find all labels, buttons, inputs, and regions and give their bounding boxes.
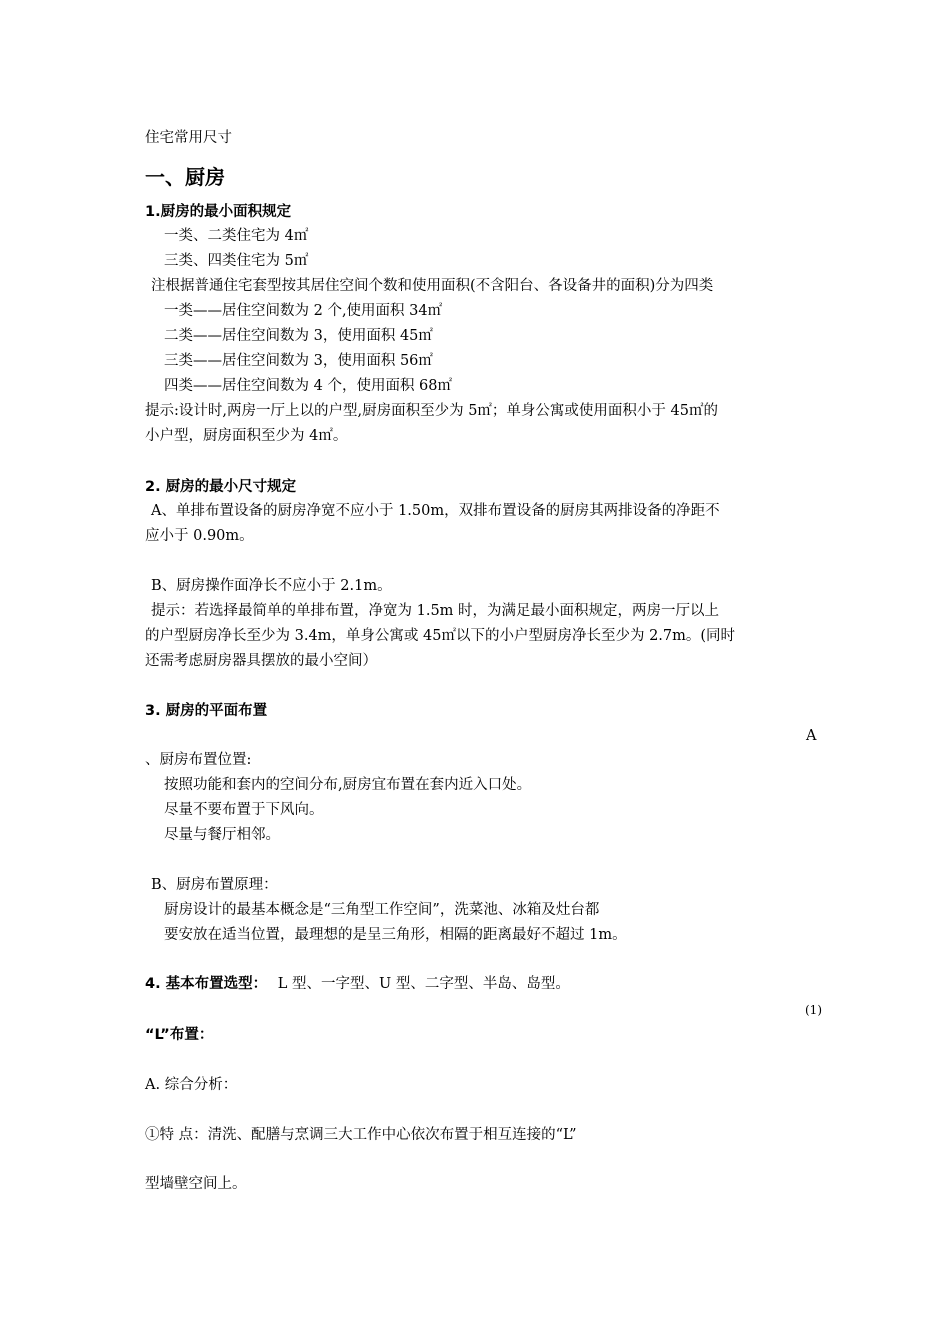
text-line: 尽量与餐厅相邻。 [164, 827, 280, 843]
layout-types-line [145, 974, 570, 994]
tip-line: 提示：若选择最简单的单排布置，净宽为 1.5m 时，为满足最小面积规定，两房一厅以上 [151, 603, 720, 619]
category-line: 四类——居住空间数为 4 个，使用面积 68㎡ [164, 378, 453, 394]
category-line: 一类——居住空间数为 2 个,使用面积 34㎡ [164, 303, 443, 319]
tip-line: 还需考虑厨房器具摆放的最小空间） [145, 653, 377, 669]
text-line: 尽量不要布置于下风向。 [164, 802, 324, 818]
tip-line: 提示:设计时,两房一厅上以的户型,厨房面积至少为 5㎡；单身公寓或使用面积小于 45㎡的 [145, 403, 718, 419]
text-line: 一类、二类住宅为 4㎡ [164, 228, 309, 244]
note-line: 注根据普通住宅套型按其居住空间个数和使用面积(不含阳台、各设备井的面积)分为四类 [151, 278, 714, 294]
category-line: 二类——居住空间数为 3，使用面积 45㎡ [164, 328, 433, 344]
text-line: 型墙壁空间上。 [145, 1176, 247, 1192]
text-line: A. 综合分析： [145, 1077, 238, 1093]
text-line: B、厨房操作面净长不应小于 2.1m。 [151, 578, 392, 594]
category-line: 三类——居住空间数为 3，使用面积 56㎡ [164, 353, 433, 369]
tip-line: 小户型，厨房面积至少为 4㎡。 [145, 428, 348, 444]
text-line: B、厨房布置原理： [151, 877, 278, 893]
text-line: 三类、四类住宅为 5㎡ [164, 253, 309, 269]
text-line: 应小于 0.90m。 [145, 528, 254, 544]
text-line: 、厨房布置位置: [145, 752, 252, 768]
page-title: 住宅常用尺寸 [145, 130, 232, 146]
text-line: 按照功能和套内的空间分布,厨房宜布置在套内近入口处。 [164, 777, 532, 793]
subheading-min-area: 1.厨房的最小面积规定 [145, 204, 292, 220]
text-line: ①特 点：清洗、配膳与烹调三大工作中心依次布置于相互连接的“L” [145, 1127, 577, 1143]
subheading-basic-layout: 4. 基本布置选型： [145, 976, 268, 992]
text-line: A、单排布置设备的厨房净宽不应小于 1.50m，双排布置设备的厨房其两排设备的净距不 [151, 503, 720, 519]
label-letter: A [806, 728, 817, 744]
layout-types: L 型、一字型、U 型、二字型、半岛、岛型。 [277, 976, 570, 992]
subheading-layout: 3. 厨房的平面布置 [145, 703, 268, 719]
subheading-l-layout: “L”布置： [145, 1027, 214, 1043]
text-line: 厨房设计的最基本概念是“三角型工作空间”，洗菜池、冰箱及灶台都 [164, 902, 600, 918]
text-line: 要安放在适当位置，最理想的是呈三角形，相隔的距离最好不超过 1m。 [164, 927, 627, 943]
section-heading-kitchen: 一、厨房 [145, 165, 225, 189]
tip-line: 的户型厨房净长至少为 3.4m，单身公寓或 45㎡以下的小户型厨房净长至少为 2.7m。(同时 [145, 628, 736, 644]
item-number: (1) [805, 1003, 822, 1017]
subheading-min-size: 2. 厨房的最小尺寸规定 [145, 479, 297, 495]
